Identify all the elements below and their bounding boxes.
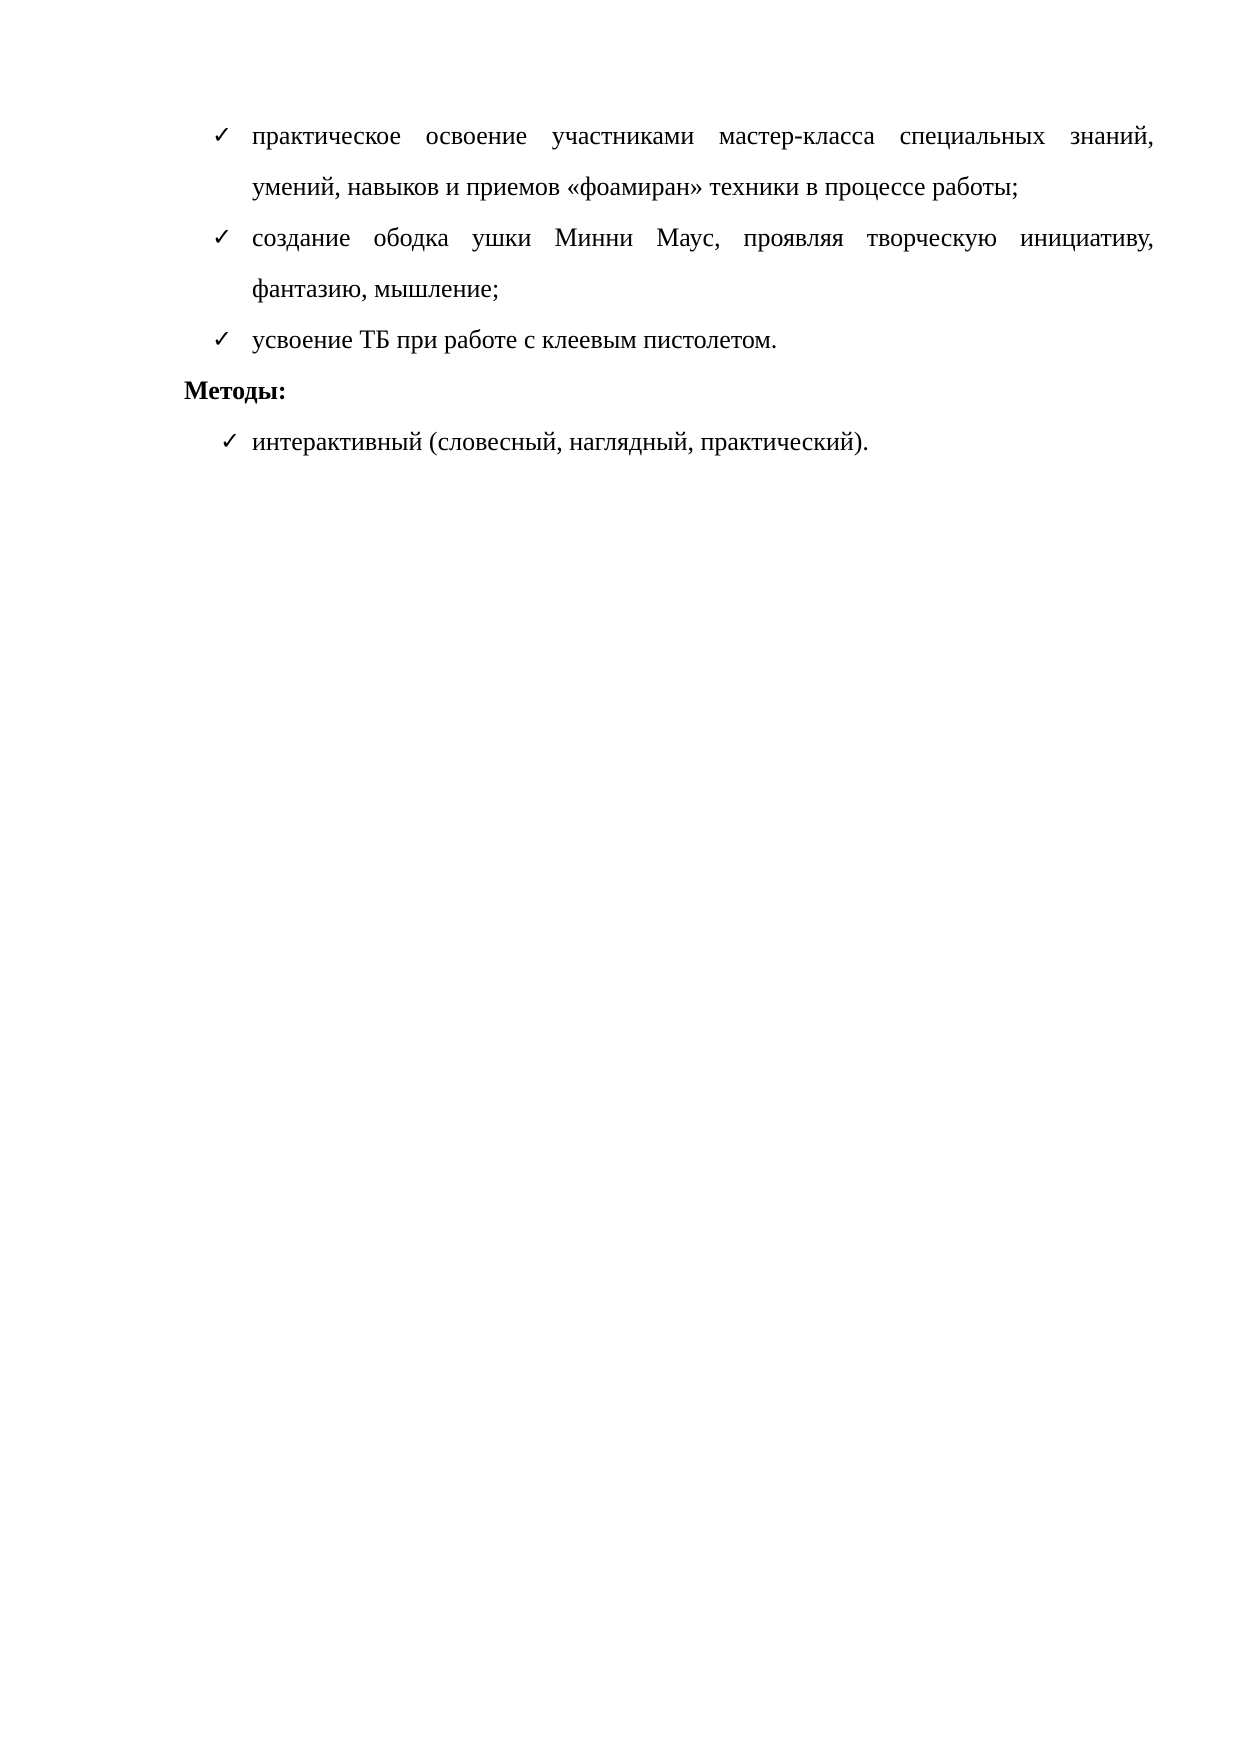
methods-list [184,416,1154,467]
goals-list [184,110,1154,365]
page-content [184,110,1154,467]
list-item [184,416,1154,467]
list-item-text: интерактивный (словесный, наглядный, практический). [252,427,869,456]
list-item-text: усвоение ТБ при работе с клеевым пистолетом. [252,325,778,354]
methods-heading: Методы: [184,376,287,405]
checkmark-icon: ✓ [212,121,233,149]
checkmark-icon: ✓ [220,427,241,455]
list-item [184,314,1154,365]
list-item [184,212,1154,314]
list-item-text: создание ободка ушки Минни Маус, проявляя творческую инициативу, фантазию, мышление; [252,223,1154,303]
checkmark-icon: ✓ [212,223,233,251]
checkmark-icon: ✓ [212,325,233,353]
list-item [184,110,1154,212]
list-item-text: практическое освоение участниками мастер-класса специальных знаний, умений, навыков и приемов «фоамиран» техники в процессе работы; [252,121,1154,201]
